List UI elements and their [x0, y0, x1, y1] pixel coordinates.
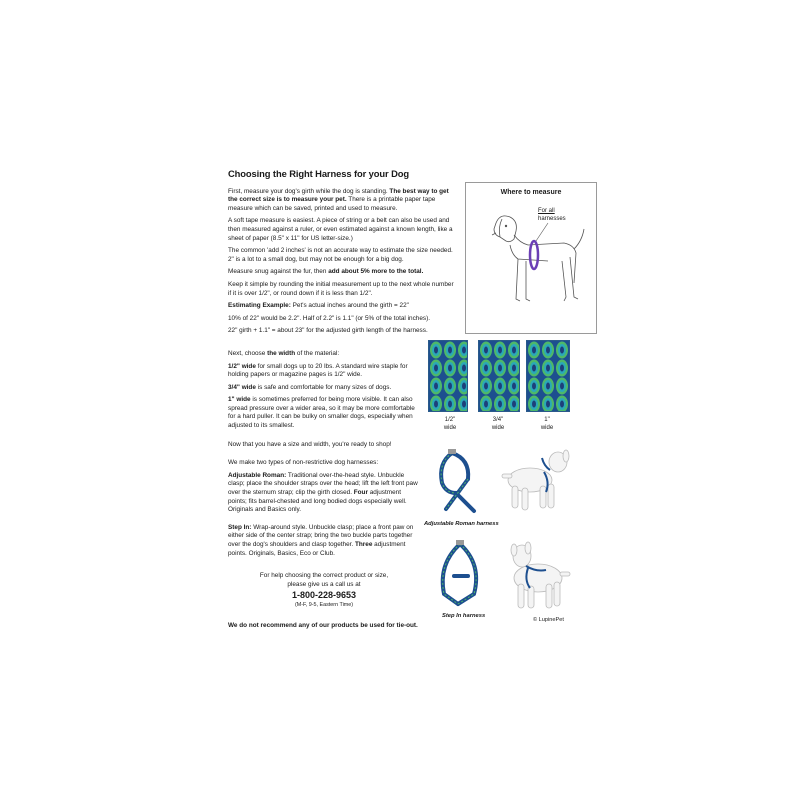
width-half-inch	[228, 363, 418, 380]
measure-note-line-2: harnesses	[538, 216, 566, 222]
step-in-harness-image	[430, 538, 490, 613]
swatch-label-half	[430, 416, 470, 432]
width-heading-bold: the width	[267, 349, 296, 357]
intro-bold: The best way to get the correct size is to measure your pet.	[228, 187, 449, 204]
adjustable-roman-desc	[228, 472, 420, 515]
girth-line-marker	[530, 241, 538, 269]
measure-note-line-1: For all	[538, 208, 555, 214]
intro-paragraph-3: The common 'add 2 inches' is not an accurate way to estimate the size needed. 2" is a lot to a small dog, but may not be enough for a big dog.	[228, 247, 453, 263]
dog-wearing-step-in-harness	[500, 538, 580, 618]
swatch-size: 1/2"	[444, 417, 456, 423]
swatch-size: 1"	[544, 417, 550, 423]
page-title: Choosing the Right Harness for your Dog	[228, 168, 410, 179]
half-inch-text: for small dogs up to 20 lbs. A standard wire staple for holding papers or magazine pages is 1/2" wide.	[228, 362, 408, 379]
measure-text: Measure snug against the fur, then	[228, 268, 329, 276]
intro-text: First, measure your dog's girth while the dog is standing.	[228, 187, 390, 195]
swatch-half-inch	[428, 340, 468, 412]
intro-paragraph-2: A soft tape measure is easiest. A piece of string or a belt can also be used and then measured against a ruler, or even estimated against a known length, like a sheet of paper (8.5" x 11" for US letter-size.)	[228, 217, 453, 242]
swatch-wide: wide	[443, 425, 457, 431]
width-heading-end: of the material:	[295, 349, 340, 357]
roman-text: Traditional over-the-head style. Unbuckle clasp; place the shoulder straps over the head; lift the left front paw over the sternum strap; clip the girth closed.	[228, 471, 418, 497]
step-in-caption: Step In harness	[442, 613, 486, 619]
phone-number[interactable]: 1-800-228-9653	[291, 590, 357, 601]
measure-bold: add about 5% more to the total.	[328, 268, 424, 276]
types-intro: We make two types of non-restrictive dog harnesses:	[228, 459, 379, 467]
intro-paragraph-1	[228, 188, 456, 214]
swatch-size: 3/4"	[492, 417, 504, 423]
swatch-label-three-quarter	[478, 416, 518, 432]
roman-count: Four	[353, 489, 368, 497]
disclaimer-text: We do not recommend any of our products be used for tie-out.	[228, 621, 418, 629]
swatch-wide: wide	[540, 425, 554, 431]
swatch-wide: wide	[491, 425, 505, 431]
step-text-end: adjustment points. Originals, Basics, Eco or Club.	[228, 541, 406, 557]
help-line-2: please give us a call us at	[287, 580, 361, 588]
example-label: Estimating Example:	[228, 302, 291, 310]
intro-text-end: There is a printable paper tape measure which can be saved, printed and used to measure.	[228, 196, 436, 212]
example-line-3: 22" girth + 1.1" = about 23" for the adjusted girth length of the harness.	[228, 327, 428, 335]
example-line-1	[228, 302, 456, 311]
step-label: Step In:	[228, 523, 252, 531]
swatch-one-inch	[526, 340, 570, 412]
step-in-desc	[228, 524, 420, 558]
three-quarter-text: is safe and comfortable for many sizes of dogs.	[255, 383, 392, 391]
ready-to-shop: Now that you have a size and width, you're ready to shop!	[228, 440, 392, 448]
help-line-1: For help choosing the correct product or size,	[259, 572, 389, 580]
copyright-lupinepet: © LupinePet	[533, 617, 564, 623]
step-text: Wrap-around style. Unbuckle clasp; place a front paw on either side of the center strap; bring the two buckle parts together over the dog's shoulders and clasp together.	[228, 523, 414, 548]
help-block	[228, 572, 420, 610]
tie-out-disclaimer	[228, 622, 568, 631]
width-heading	[228, 350, 418, 359]
example-text: Pet's actual inches around the girth = 22"	[290, 302, 409, 310]
roman-text-end: adjustment points; fits barrel-chested and long bodied dogs especially well. Originals and Basics only.	[228, 489, 407, 514]
example-line-2: 10% of 22" would be 2.2". Half of 2.2" is 1.1" (or 5% of the total inches).	[228, 314, 430, 322]
dog-outline-illustration	[466, 183, 596, 333]
swatch-label-one-inch	[527, 416, 567, 432]
one-inch-label: 1" wide	[228, 396, 251, 404]
one-inch-text: is sometimes preferred for being more visible. It can also spread pressure over a wider area, so it may be more comfortable for a hard puller. It can be bulky on smaller dogs, especially when adjusted to its smallest.	[228, 396, 415, 430]
pointer-line	[536, 223, 548, 241]
width-heading-text: Next, choose	[228, 349, 268, 357]
intro-paragraph-4	[228, 268, 456, 277]
step-count: Three	[355, 541, 373, 548]
where-to-measure-box	[465, 182, 597, 334]
half-inch-label: 1/2" wide	[228, 362, 256, 370]
adjustable-roman-harness-image	[430, 447, 490, 517]
measure-box-title: Where to measure	[500, 189, 562, 196]
three-quarter-label: 3/4" wide	[228, 383, 256, 391]
width-one-inch	[228, 396, 418, 430]
width-three-quarter	[228, 384, 418, 393]
swatch-three-quarter-inch	[478, 340, 520, 412]
roman-caption: Adjustable Roman harness	[424, 521, 499, 527]
roman-label: Adjustable Roman:	[228, 471, 287, 479]
intro-paragraph-5: Keep it simple by rounding the initial measurement up to the next whole number if it is over 1/2", or round down if it is less than 1/2".	[228, 280, 454, 297]
business-hours: (M-F, 9-5, Eastern Time)	[294, 602, 354, 609]
dog-wearing-roman-harness	[500, 448, 580, 518]
